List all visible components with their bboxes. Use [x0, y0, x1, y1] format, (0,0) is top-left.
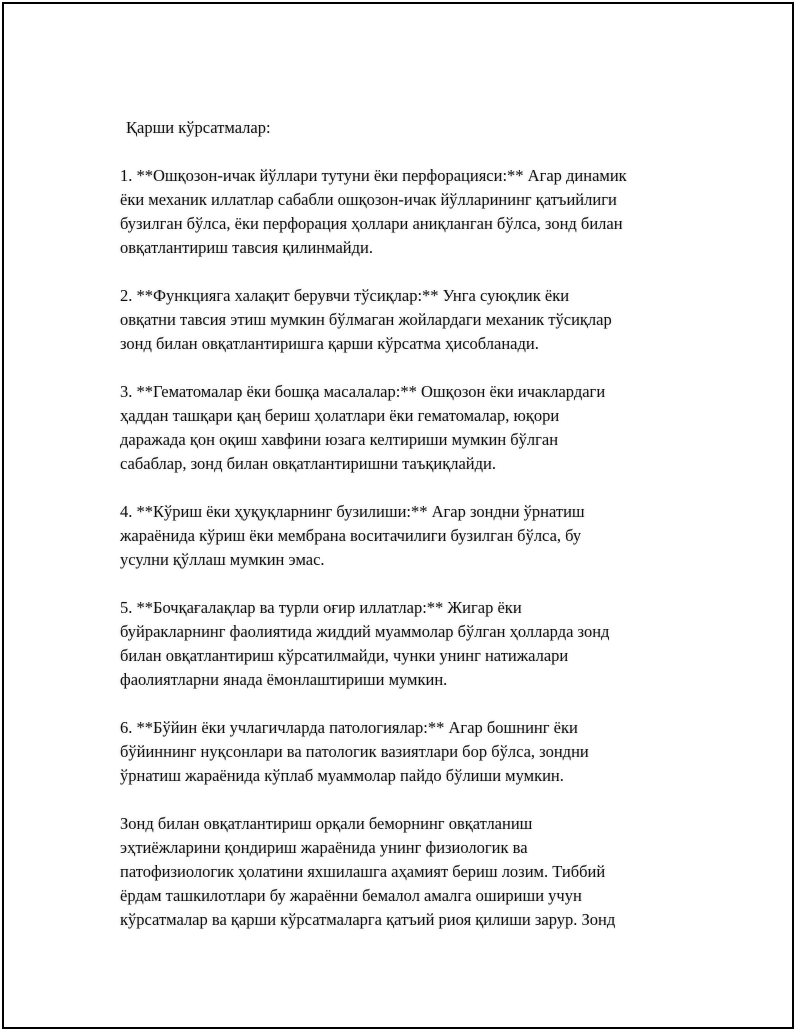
text-line: фаолиятларни янада ёмонлаштириши мумкин. [120, 670, 448, 689]
text-line: зонд билан овқатлантиришга қарши кўрсатма ҳисобланади. [120, 334, 539, 353]
text-line: патофизиологик ҳолатини яхшилашга аҳамият бериш лозим. Тиббий [120, 862, 606, 881]
text-line: 2. **Функцияга халақит берувчи тўсиқлар:** Унга суюқлик ёки [120, 286, 570, 305]
text-line: 5. **Бочқағалақлар ва турли оғир иллатлар:** Жигар ёки [120, 598, 522, 617]
document-page [2, 2, 794, 1029]
text-line: ўрнатиш жараёнида кўплаб муаммолар пайдо бўлиши мумкин. [120, 766, 564, 785]
text-line: бўйиннинг нуқсонлари ва патологик вазиятлари бор бўлса, зондни [120, 742, 589, 761]
text-line: буйракларнинг фаолиятида жиддий муаммолар бўлган ҳолларда зонд [120, 622, 610, 641]
text-line: овқатлантириш тавсия қилинмайди. [120, 238, 373, 257]
closing-paragraph [120, 812, 700, 932]
list-item-5 [120, 596, 700, 692]
text-line: ёки механик иллатлар сабабли ошқозон-ичак йўлларининг қатъийлиги [120, 190, 617, 209]
document-body [120, 116, 700, 956]
text-line: билан овқатлантириш кўрсатилмайди, чунки унинг натижалари [120, 646, 569, 665]
text-line: эҳтиёжларини қондириш жараёнида унинг физиологик ва [120, 838, 528, 857]
text-line: 6. **Бўйин ёки учлагичларда патологиялар:** Агар бошнинг ёки [120, 718, 578, 737]
list-item-2 [120, 284, 700, 356]
section-heading: Қарши кўрсатмалар: [126, 118, 271, 137]
text-line: усулни қўллаш мумкин эмас. [120, 550, 325, 569]
text-line: жараёнида кўриш ёки мембрана воситачилиги бузилган бўлса, бу [120, 526, 582, 545]
text-line: сабаблар, зонд билан овқатлантиришни таъқиқлайди. [120, 454, 496, 473]
text-line: даражада қон оқиш хавфини юзага келтириши мумкин бўлган [120, 430, 559, 449]
list-item-3 [120, 380, 700, 476]
text-line: 1. **Ошқозон-ичак йўллари тутуни ёки перфорацияси:** Агар динамик [120, 166, 627, 185]
text-line: 3. **Гематомалар ёки бошқа масалалар:** Ошқозон ёки ичаклардаги [120, 382, 606, 401]
list-item-1 [120, 164, 700, 260]
text-line: овқатни тавсия этиш мумкин бўлмаган жойлардаги механик тўсиқлар [120, 310, 612, 329]
text-line: ҳаддан ташқари қаң бериш ҳолатлари ёки гематомалар, юқори [120, 406, 560, 425]
text-line: кўрсатмалар ва қарши кўрсатмаларга қатъий риоя қилиши зарур. Зонд [120, 910, 616, 929]
list-item-4 [120, 500, 700, 572]
list-item-6 [120, 716, 700, 788]
text-line: 4. **Кўриш ёки ҳуқуқларнинг бузилиши:** Агар зондни ўрнатиш [120, 502, 585, 521]
text-line: бузилган бўлса, ёки перфорация ҳоллари аниқланган бўлса, зонд билан [120, 214, 623, 233]
text-line: Зонд билан овқатлантириш орқали беморнинг овқатланиш [120, 814, 533, 833]
text-line: ёрдам ташкилотлари бу жараённи бемалол амалга ошириши учун [120, 886, 582, 905]
